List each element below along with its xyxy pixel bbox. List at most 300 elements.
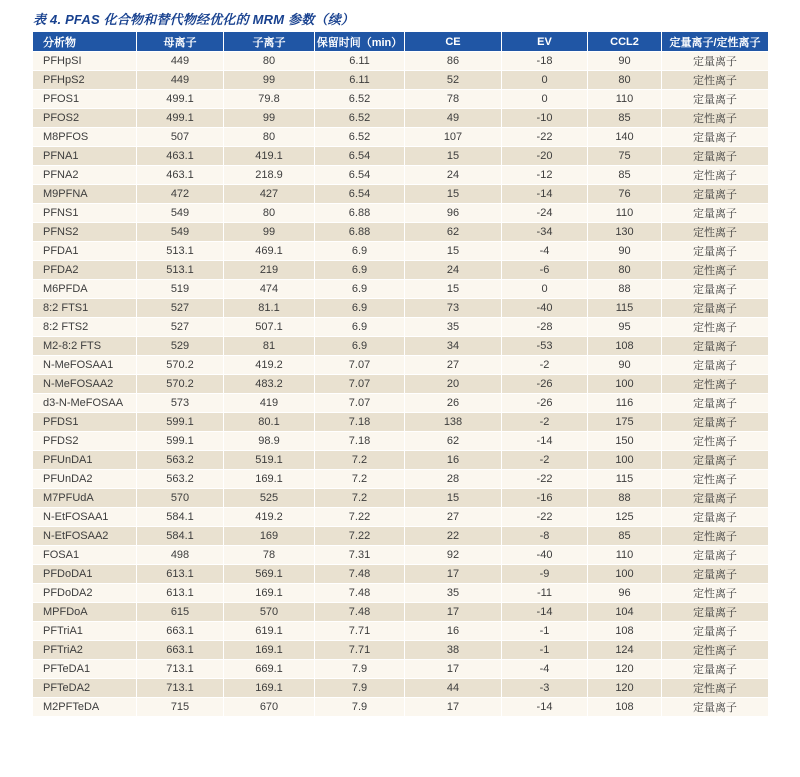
table-cell: -2 xyxy=(502,413,588,432)
table-cell: 483.2 xyxy=(224,375,315,394)
table-cell: 92 xyxy=(405,546,502,565)
table-cell: -22 xyxy=(502,470,588,489)
table-cell: 6.52 xyxy=(315,90,405,109)
table-cell: 529 xyxy=(137,337,224,356)
table-cell: 定量离子 xyxy=(662,622,769,641)
table-cell: 80 xyxy=(588,261,662,280)
table-cell: 513.1 xyxy=(137,242,224,261)
table-body xyxy=(33,52,769,717)
table-cell: 24 xyxy=(405,261,502,280)
table-cell: 定性离子 xyxy=(662,584,769,603)
table-cell: 85 xyxy=(588,109,662,128)
table-cell: 定量离子 xyxy=(662,337,769,356)
table-cell: 150 xyxy=(588,432,662,451)
table-cell: 507.1 xyxy=(224,318,315,337)
table-cell: 定量离子 xyxy=(662,52,769,71)
table-cell: 6.54 xyxy=(315,185,405,204)
table-cell: 15 xyxy=(405,147,502,166)
table-cell: 78 xyxy=(405,90,502,109)
table-cell: 88 xyxy=(588,489,662,508)
table-cell: 108 xyxy=(588,622,662,641)
table-cell: 90 xyxy=(588,356,662,375)
table-cell: M6PFDA xyxy=(33,280,137,299)
table-cell: 110 xyxy=(588,546,662,565)
table-cell: 108 xyxy=(588,698,662,717)
table-cell: 6.54 xyxy=(315,166,405,185)
table-cell: 7.71 xyxy=(315,641,405,660)
table-cell: M7PFUdA xyxy=(33,489,137,508)
table-cell: 定量离子 xyxy=(662,242,769,261)
table-cell: 定性离子 xyxy=(662,109,769,128)
table-cell: 108 xyxy=(588,337,662,356)
table-cell: 85 xyxy=(588,166,662,185)
table-cell: 定量离子 xyxy=(662,413,769,432)
table-cell: 6.52 xyxy=(315,109,405,128)
table-cell: PFOS2 xyxy=(33,109,137,128)
table-cell: -2 xyxy=(502,356,588,375)
table-cell: FOSA1 xyxy=(33,546,137,565)
table-cell: -14 xyxy=(502,432,588,451)
table-cell: 定性离子 xyxy=(662,679,769,698)
table-row xyxy=(33,109,769,128)
table-cell: -40 xyxy=(502,546,588,565)
table-row xyxy=(33,565,769,584)
table-cell: PFHpS2 xyxy=(33,71,137,90)
table-cell: 7.18 xyxy=(315,413,405,432)
table-cell: 6.11 xyxy=(315,71,405,90)
table-cell: 62 xyxy=(405,223,502,242)
table-cell: 124 xyxy=(588,641,662,660)
table-cell: 99 xyxy=(224,223,315,242)
table-cell: 80 xyxy=(224,204,315,223)
table-cell: 定量离子 xyxy=(662,660,769,679)
table-cell: 663.1 xyxy=(137,622,224,641)
table-cell: PFDA2 xyxy=(33,261,137,280)
table-cell: 120 xyxy=(588,660,662,679)
table-cell: PFNS1 xyxy=(33,204,137,223)
table-cell: 定性离子 xyxy=(662,470,769,489)
table-cell: -12 xyxy=(502,166,588,185)
table-cell: 463.1 xyxy=(137,147,224,166)
table-row xyxy=(33,660,769,679)
table-cell: PFDoDA1 xyxy=(33,565,137,584)
table-cell: -34 xyxy=(502,223,588,242)
table-row xyxy=(33,375,769,394)
table-cell: 7.07 xyxy=(315,375,405,394)
table-cell: 85 xyxy=(588,527,662,546)
table-cell: PFTeDA1 xyxy=(33,660,137,679)
table-cell: 17 xyxy=(405,603,502,622)
table-cell: 38 xyxy=(405,641,502,660)
table-cell: 563.2 xyxy=(137,470,224,489)
table-cell: -14 xyxy=(502,698,588,717)
table-cell: 定量离子 xyxy=(662,565,769,584)
table-cell: 599.1 xyxy=(137,413,224,432)
table-cell: 0 xyxy=(502,71,588,90)
table-cell: -11 xyxy=(502,584,588,603)
table-cell: 80.1 xyxy=(224,413,315,432)
table-cell: 80 xyxy=(224,52,315,71)
table-row xyxy=(33,318,769,337)
table-cell: 499.1 xyxy=(137,109,224,128)
table-cell: 115 xyxy=(588,299,662,318)
table-cell: 713.1 xyxy=(137,679,224,698)
table-cell: N-MeFOSAA1 xyxy=(33,356,137,375)
table-cell: 17 xyxy=(405,698,502,717)
table-cell: 62 xyxy=(405,432,502,451)
table-cell: 120 xyxy=(588,679,662,698)
table-cell: -24 xyxy=(502,204,588,223)
table-cell: 定性离子 xyxy=(662,261,769,280)
table-cell: 35 xyxy=(405,318,502,337)
table-cell: 569.1 xyxy=(224,565,315,584)
table-cell: 713.1 xyxy=(137,660,224,679)
table-cell: 定性离子 xyxy=(662,71,769,90)
table-cell: 15 xyxy=(405,280,502,299)
table-cell: M2PFTeDA xyxy=(33,698,137,717)
table-cell: -10 xyxy=(502,109,588,128)
table-cell: 96 xyxy=(405,204,502,223)
table-cell: 419 xyxy=(224,394,315,413)
table-cell: 7.2 xyxy=(315,470,405,489)
table-cell: -3 xyxy=(502,679,588,698)
table-cell: 定量离子 xyxy=(662,299,769,318)
table-title: 表 4. PFAS 化合物和替代物经优化的 MRM 参数（续） xyxy=(33,12,355,27)
table-cell: 100 xyxy=(588,565,662,584)
table-row xyxy=(33,698,769,717)
table-row xyxy=(33,299,769,318)
table-row xyxy=(33,356,769,375)
table-row xyxy=(33,432,769,451)
table-cell: 570.2 xyxy=(137,356,224,375)
table-cell: 7.9 xyxy=(315,679,405,698)
table-cell: -18 xyxy=(502,52,588,71)
table-cell: 469.1 xyxy=(224,242,315,261)
table-cell: 22 xyxy=(405,527,502,546)
table-cell: 525 xyxy=(224,489,315,508)
table-cell: 44 xyxy=(405,679,502,698)
table-cell: M2-8:2 FTS xyxy=(33,337,137,356)
table-cell: 15 xyxy=(405,489,502,508)
table-cell: 169.1 xyxy=(224,679,315,698)
table-cell: -53 xyxy=(502,337,588,356)
table-cell: d3-N-MeFOSAA xyxy=(33,394,137,413)
table-cell: 73 xyxy=(405,299,502,318)
table-cell: 80 xyxy=(588,71,662,90)
table-cell: M9PFNA xyxy=(33,185,137,204)
table-row xyxy=(33,603,769,622)
table-cell: 6.54 xyxy=(315,147,405,166)
table-row xyxy=(33,128,769,147)
table-cell: 474 xyxy=(224,280,315,299)
table-cell: 125 xyxy=(588,508,662,527)
table-row xyxy=(33,280,769,299)
table-cell: 7.9 xyxy=(315,660,405,679)
table-cell: 7.71 xyxy=(315,622,405,641)
table-cell: 507 xyxy=(137,128,224,147)
table-cell: 584.1 xyxy=(137,508,224,527)
table-cell: N-MeFOSAA2 xyxy=(33,375,137,394)
table-cell: 17 xyxy=(405,660,502,679)
table-cell: 7.2 xyxy=(315,489,405,508)
table-cell: 570.2 xyxy=(137,375,224,394)
table-row xyxy=(33,337,769,356)
table-cell: 615 xyxy=(137,603,224,622)
table-cell: 81 xyxy=(224,337,315,356)
table-row xyxy=(33,166,769,185)
table-row xyxy=(33,185,769,204)
table-cell: -1 xyxy=(502,641,588,660)
table-cell: 78 xyxy=(224,546,315,565)
table-cell: -6 xyxy=(502,261,588,280)
column-header-0: 分析物 xyxy=(33,32,137,52)
table-cell: 96 xyxy=(588,584,662,603)
table-cell: 110 xyxy=(588,204,662,223)
table-cell: 419.1 xyxy=(224,147,315,166)
table-cell: 80 xyxy=(224,128,315,147)
table-row xyxy=(33,147,769,166)
table-cell: 619.1 xyxy=(224,622,315,641)
table-cell: 7.18 xyxy=(315,432,405,451)
table-row xyxy=(33,451,769,470)
table-cell: 28 xyxy=(405,470,502,489)
table-cell: PFDA1 xyxy=(33,242,137,261)
table-cell: -22 xyxy=(502,128,588,147)
table-cell: 34 xyxy=(405,337,502,356)
table-cell: 98.9 xyxy=(224,432,315,451)
table-cell: PFDoDA2 xyxy=(33,584,137,603)
table-cell: -2 xyxy=(502,451,588,470)
table-cell: PFTriA2 xyxy=(33,641,137,660)
table-cell: 549 xyxy=(137,204,224,223)
table-cell: PFTeDA2 xyxy=(33,679,137,698)
table-cell: 0 xyxy=(502,90,588,109)
column-header-5: EV xyxy=(502,32,588,52)
table-cell: 498 xyxy=(137,546,224,565)
table-cell: -4 xyxy=(502,660,588,679)
table-cell: 定量离子 xyxy=(662,698,769,717)
table-cell: 549 xyxy=(137,223,224,242)
table-cell: 663.1 xyxy=(137,641,224,660)
table-cell: 35 xyxy=(405,584,502,603)
column-header-2: 子离子 xyxy=(224,32,315,52)
mrm-parameters-table xyxy=(32,31,769,717)
column-header-7: 定量离子/定性离子 xyxy=(662,32,769,52)
table-cell: 81.1 xyxy=(224,299,315,318)
table-row xyxy=(33,489,769,508)
table-cell: 570 xyxy=(224,603,315,622)
table-cell: 定性离子 xyxy=(662,641,769,660)
table-cell: 7.2 xyxy=(315,451,405,470)
table-cell: 7.07 xyxy=(315,356,405,375)
table-cell: 7.31 xyxy=(315,546,405,565)
table-cell: 75 xyxy=(588,147,662,166)
table-row xyxy=(33,413,769,432)
table-row xyxy=(33,52,769,71)
table-cell: 6.88 xyxy=(315,223,405,242)
table-cell: 449 xyxy=(137,52,224,71)
table-cell: -28 xyxy=(502,318,588,337)
table-cell: -14 xyxy=(502,185,588,204)
table-cell: 115 xyxy=(588,470,662,489)
table-cell: 419.2 xyxy=(224,508,315,527)
table-cell: -26 xyxy=(502,394,588,413)
table-row xyxy=(33,584,769,603)
table-cell: 定量离子 xyxy=(662,603,769,622)
table-cell: 104 xyxy=(588,603,662,622)
table-cell: 6.9 xyxy=(315,299,405,318)
table-cell: PFOS1 xyxy=(33,90,137,109)
table-cell: 116 xyxy=(588,394,662,413)
table-cell: PFDS2 xyxy=(33,432,137,451)
table-cell: 定量离子 xyxy=(662,356,769,375)
table-cell: N-EtFOSAA2 xyxy=(33,527,137,546)
table-cell: 169 xyxy=(224,527,315,546)
table-cell: 169.1 xyxy=(224,470,315,489)
table-cell: 16 xyxy=(405,622,502,641)
table-cell: 定量离子 xyxy=(662,394,769,413)
table-cell: 175 xyxy=(588,413,662,432)
table-cell: 20 xyxy=(405,375,502,394)
table-cell: 定性离子 xyxy=(662,527,769,546)
table-cell: 76 xyxy=(588,185,662,204)
table-cell: 定量离子 xyxy=(662,204,769,223)
table-row xyxy=(33,508,769,527)
table-cell: 573 xyxy=(137,394,224,413)
table-row xyxy=(33,527,769,546)
table-cell: 95 xyxy=(588,318,662,337)
table-cell: 7.48 xyxy=(315,584,405,603)
table-cell: 86 xyxy=(405,52,502,71)
table-cell: 472 xyxy=(137,185,224,204)
table-cell: 15 xyxy=(405,185,502,204)
table-cell: 138 xyxy=(405,413,502,432)
table-cell: 100 xyxy=(588,375,662,394)
table-row xyxy=(33,679,769,698)
table-cell: 6.9 xyxy=(315,261,405,280)
table-cell: -22 xyxy=(502,508,588,527)
table-cell: PFNA1 xyxy=(33,147,137,166)
column-header-1: 母离子 xyxy=(137,32,224,52)
table-cell: 17 xyxy=(405,565,502,584)
table-row xyxy=(33,470,769,489)
table-cell: 定量离子 xyxy=(662,489,769,508)
table-cell: 130 xyxy=(588,223,662,242)
table-cell: 140 xyxy=(588,128,662,147)
table-row xyxy=(33,71,769,90)
table-cell: 519 xyxy=(137,280,224,299)
table-cell: 52 xyxy=(405,71,502,90)
table-row xyxy=(33,546,769,565)
table-cell: 定性离子 xyxy=(662,318,769,337)
table-cell: 669.1 xyxy=(224,660,315,679)
table-row xyxy=(33,641,769,660)
table-cell: 563.2 xyxy=(137,451,224,470)
table-cell: 定量离子 xyxy=(662,147,769,166)
table-cell: PFNA2 xyxy=(33,166,137,185)
table-cell: 7.07 xyxy=(315,394,405,413)
table-cell: 219 xyxy=(224,261,315,280)
table-cell: 定量离子 xyxy=(662,546,769,565)
table-row xyxy=(33,223,769,242)
table-cell: 110 xyxy=(588,90,662,109)
table-cell: 169.1 xyxy=(224,641,315,660)
table-cell: 定量离子 xyxy=(662,90,769,109)
table-cell: 715 xyxy=(137,698,224,717)
table-cell: 90 xyxy=(588,242,662,261)
table-cell: 15 xyxy=(405,242,502,261)
table-row xyxy=(33,204,769,223)
table-cell: 584.1 xyxy=(137,527,224,546)
table-cell: 定量离子 xyxy=(662,280,769,299)
table-cell: 570 xyxy=(137,489,224,508)
table-row xyxy=(33,394,769,413)
table-cell: 427 xyxy=(224,185,315,204)
table-cell: 419.2 xyxy=(224,356,315,375)
table-cell: 513.1 xyxy=(137,261,224,280)
table-cell: 8:2 FTS2 xyxy=(33,318,137,337)
table-cell: 99 xyxy=(224,71,315,90)
table-cell: -14 xyxy=(502,603,588,622)
column-header-6: CCL2 xyxy=(588,32,662,52)
table-cell: 定性离子 xyxy=(662,432,769,451)
table-cell: -16 xyxy=(502,489,588,508)
table-header-row xyxy=(33,32,769,52)
table-cell: 449 xyxy=(137,71,224,90)
table-cell: 定性离子 xyxy=(662,223,769,242)
table-cell: PFDS1 xyxy=(33,413,137,432)
table-cell: 100 xyxy=(588,451,662,470)
table-cell: 463.1 xyxy=(137,166,224,185)
table-cell: 88 xyxy=(588,280,662,299)
table-cell: 定性离子 xyxy=(662,375,769,394)
table-cell: -40 xyxy=(502,299,588,318)
table-cell: 26 xyxy=(405,394,502,413)
table-header xyxy=(33,32,769,52)
table-cell: 6.52 xyxy=(315,128,405,147)
table-cell: PFUnDA2 xyxy=(33,470,137,489)
table-cell: 7.9 xyxy=(315,698,405,717)
table-cell: 6.9 xyxy=(315,280,405,299)
table-cell: 7.22 xyxy=(315,508,405,527)
table-row xyxy=(33,261,769,280)
table-cell: PFUnDA1 xyxy=(33,451,137,470)
table-cell: PFNS2 xyxy=(33,223,137,242)
table-cell: 0 xyxy=(502,280,588,299)
table-cell: 99 xyxy=(224,109,315,128)
table-cell: 90 xyxy=(588,52,662,71)
table-cell: 218.9 xyxy=(224,166,315,185)
column-header-3: 保留时间（min） xyxy=(315,32,405,52)
table-cell: PFHpSI xyxy=(33,52,137,71)
table-cell: 6.88 xyxy=(315,204,405,223)
table-cell: 79.8 xyxy=(224,90,315,109)
table-cell: MPFDoA xyxy=(33,603,137,622)
table-cell: 定量离子 xyxy=(662,451,769,470)
table-cell: M8PFOS xyxy=(33,128,137,147)
table-cell: 6.11 xyxy=(315,52,405,71)
table-cell: PFTriA1 xyxy=(33,622,137,641)
table-cell: 16 xyxy=(405,451,502,470)
table-cell: 6.9 xyxy=(315,337,405,356)
table-row xyxy=(33,90,769,109)
table-cell: 27 xyxy=(405,508,502,527)
table-cell: -26 xyxy=(502,375,588,394)
table-cell: -9 xyxy=(502,565,588,584)
table-row xyxy=(33,622,769,641)
table-cell: 519.1 xyxy=(224,451,315,470)
table-cell: 24 xyxy=(405,166,502,185)
